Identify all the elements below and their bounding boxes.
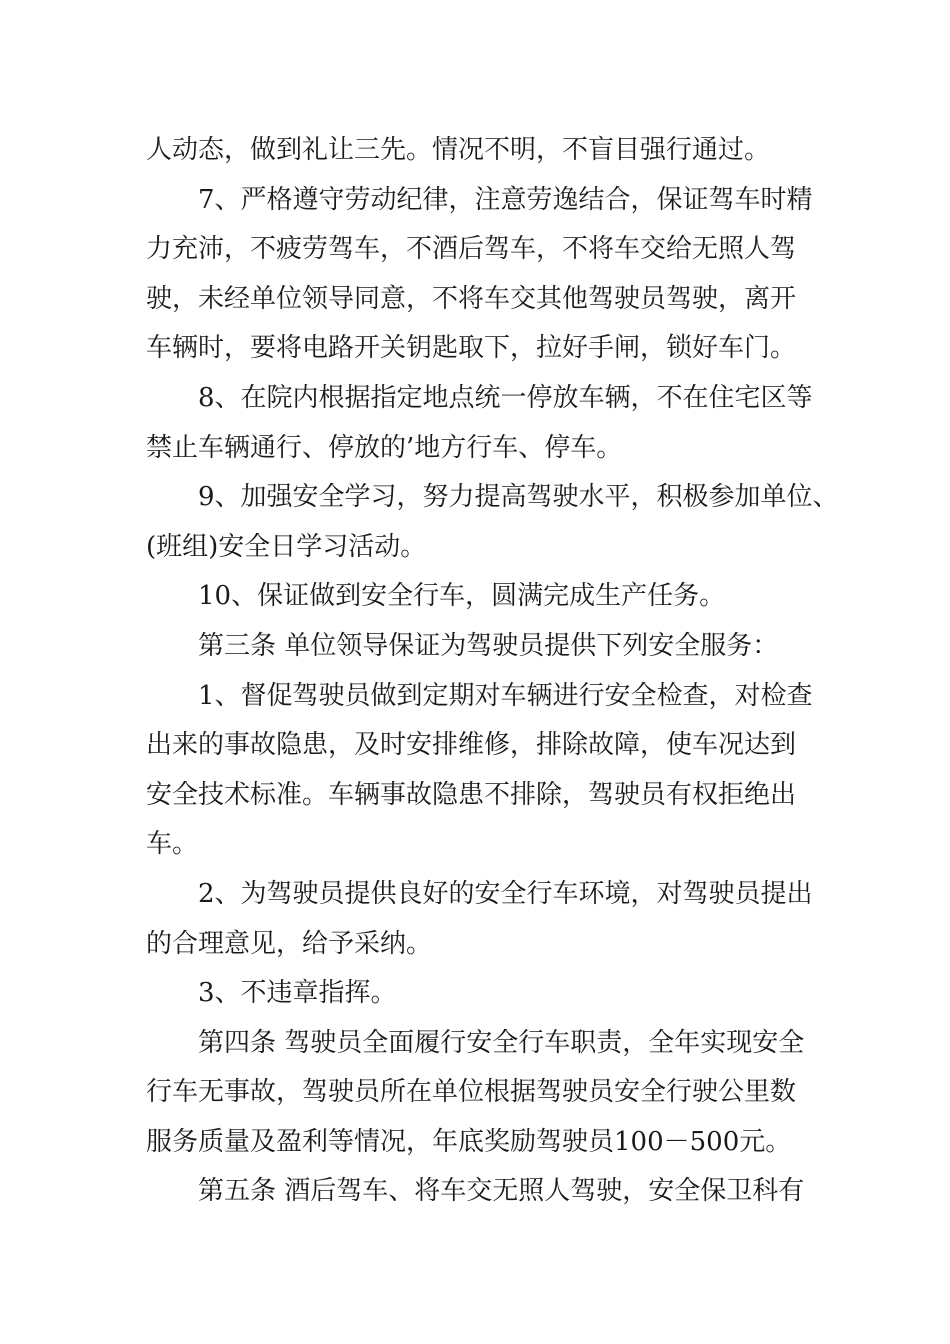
text-line: 出来的事故隐患，及时安排维修，排除故障，使车况达到	[146, 730, 797, 761]
text-line: 9、加强安全学习，努力提高驾驶水平，积极参加单位、	[198, 482, 839, 513]
text-line: 安全技术标准。车辆事故隐患不排除，驾驶员有权拒绝出	[146, 779, 797, 810]
text-line: 服务质量及盈利等情况，年底奖励驾驶员100－500元。	[146, 1126, 792, 1157]
text-line: 7、严格遵守劳动纪律，注意劳逸结合，保证驾车时精	[198, 184, 813, 215]
document-body	[146, 126, 839, 1217]
text-line: 2、为驾驶员提供良好的安全行车环境，对驾驶员提出	[198, 878, 813, 909]
text-line: 8、在院内根据指定地点统一停放车辆，不在住宅区等	[198, 382, 813, 413]
text-line: 车辆时，要将电路开关钥匙取下，拉好手闸，锁好车门。	[146, 333, 797, 364]
text-line: 第四条 驾驶员全面履行安全行车职责，全年实现安全	[198, 1027, 805, 1058]
text-line: 禁止车辆通行、停放的’地方行车、停车。	[146, 432, 623, 463]
text-line: 10、保证做到安全行车，圆满完成生产任务。	[198, 581, 726, 612]
text-line: 第五条 酒后驾车、将车交无照人驾驶，安全保卫科有	[198, 1176, 805, 1207]
text-line: 1、督促驾驶员做到定期对车辆进行安全检查，对检查	[198, 680, 813, 711]
text-line: 车。	[146, 829, 199, 860]
text-line: 第三条 单位领导保证为驾驶员提供下列安全服务：	[198, 630, 779, 661]
text-line: 行车无事故，驾驶员所在单位根据驾驶员安全行驶公里数	[146, 1077, 797, 1108]
text-line: 人动态，做到礼让三先。情况不明，不盲目强行通过。	[146, 135, 771, 165]
text-line: (班组)安全日学习活动。	[146, 531, 427, 562]
text-line: 的合理意见，给予采纳。	[146, 928, 433, 959]
text-line: 3、不违章指挥。	[198, 978, 397, 1009]
text-line: 驶，未经单位领导同意，不将车交其他驾驶员驾驶，离开	[146, 283, 797, 314]
text-line: 力充沛，不疲劳驾车，不酒后驾车，不将车交给无照人驾	[146, 234, 797, 265]
